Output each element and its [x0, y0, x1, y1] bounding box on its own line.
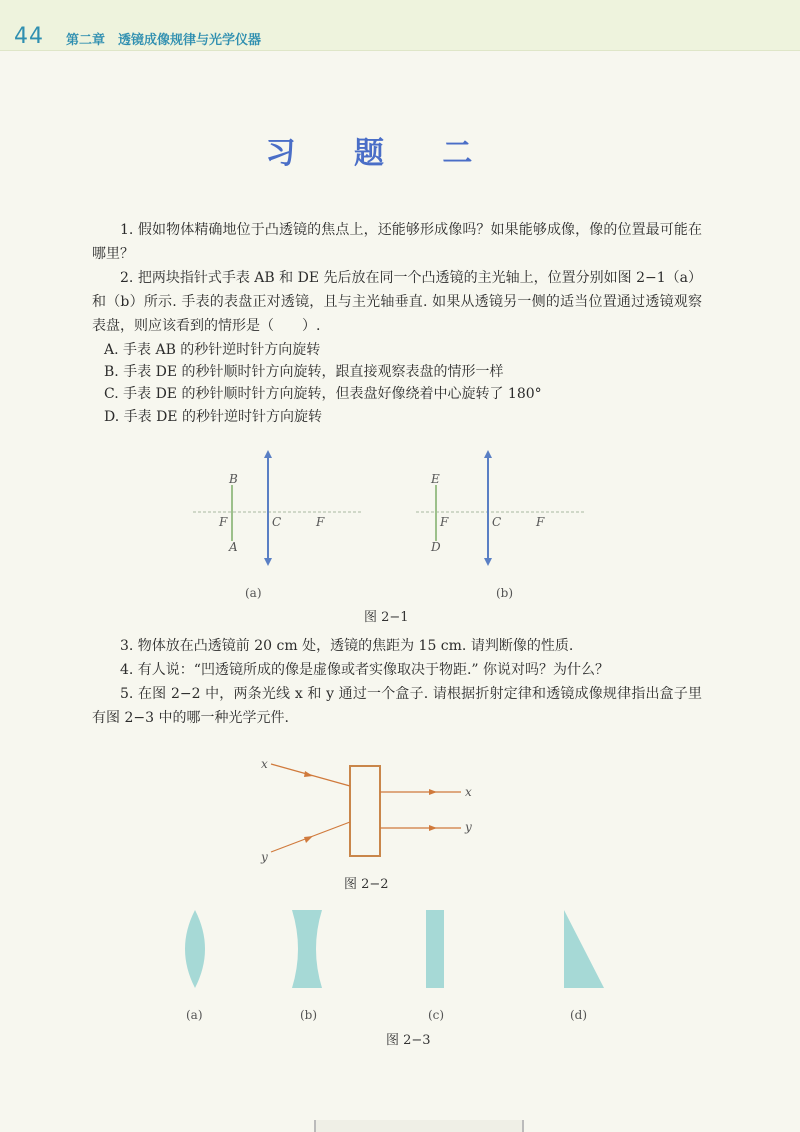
- element-label-d: (d): [570, 1008, 588, 1022]
- chapter-title: 第二章 透镜成像规律与光学仪器: [66, 33, 262, 48]
- label-f-right-b: F: [536, 515, 545, 529]
- figure-2-2-svg: [255, 752, 485, 872]
- figure-2-1-caption: 图 2−1: [364, 610, 409, 625]
- ray-x-in-arrow: [304, 771, 313, 777]
- figure-2-2-caption: 图 2−2: [344, 877, 389, 892]
- figure-2-3: [170, 906, 630, 992]
- panel-label-a: (a): [245, 586, 262, 600]
- label-f-left-b: F: [440, 515, 449, 529]
- ray-x-label-in: x: [261, 757, 268, 771]
- figure-2-1: [188, 448, 608, 608]
- ray-y-in-arrow: [304, 836, 313, 843]
- black-box: [350, 766, 380, 856]
- ray-x-label-out: x: [465, 785, 472, 799]
- label-b: B: [229, 472, 238, 486]
- element-label-a: (a): [186, 1008, 203, 1022]
- question-2: 2. 把两块指针式手表 AB 和 DE 先后放在同一个凸透镜的主光轴上，位置分别如图 2−1（a）和（b）所示. 手表的表盘正对透镜，且与主光轴垂直. 如果从透镜另一侧的适当位置通过透镜观察表盘，则应该看到的情形是（ ）.: [92, 270, 702, 334]
- label-f-left-a: F: [219, 515, 228, 529]
- prism-element: [564, 910, 604, 988]
- ray-y-out-arrow: [429, 825, 437, 831]
- exercise-title: 习 题 二: [265, 136, 497, 171]
- page-number: 44: [14, 24, 44, 49]
- label-d: D: [431, 540, 441, 554]
- glass-slab-element: [426, 910, 444, 988]
- question-1: 1. 假如物体精确地位于凸透镜的焦点上，还能够形成像吗？如果能够成像，像的位置最可能在哪里？: [92, 222, 702, 262]
- ray-x-out-arrow: [429, 789, 437, 795]
- label-a: A: [229, 540, 238, 554]
- lens-arrow-up-a: [264, 450, 272, 458]
- question-4: 4. 有人说：“凹透镜所成的像是虚像或者实像取决于物距.” 你说对吗？为什么？: [120, 662, 610, 678]
- ray-y-label-in: y: [261, 850, 268, 864]
- element-label-b: (b): [300, 1008, 318, 1022]
- question-5: 5. 在图 2−2 中，两条光线 x 和 y 通过一个盒子. 请根据折射定律和透镜成像规律指出盒子里有图 2−3 中的哪一种光学元件.: [92, 686, 702, 726]
- label-c-b: C: [492, 515, 502, 529]
- label-f-right-a: F: [316, 515, 325, 529]
- panel-label-b: (b): [496, 586, 514, 600]
- footer-bar: [314, 1120, 524, 1132]
- ray-y-label-out: y: [465, 820, 472, 834]
- option-d: D. 手表 DE 的秒针逆时针方向旋转: [104, 409, 322, 425]
- figure-2-3-svg: [170, 906, 630, 992]
- convex-lens-element: [185, 910, 205, 988]
- question-3: 3. 物体放在凸透镜前 20 cm 处，透镜的焦距为 15 cm. 请判断像的性质.: [120, 638, 574, 654]
- label-e: E: [431, 472, 440, 486]
- option-c: C. 手表 DE 的秒针顺时针方向旋转，但表盘好像绕着中心旋转了 180°: [104, 386, 542, 402]
- lens-arrow-down-b: [484, 558, 492, 566]
- element-label-c: (c): [428, 1008, 445, 1022]
- figure-2-3-caption: 图 2−3: [386, 1033, 431, 1048]
- figure-2-1-svg: [188, 448, 608, 608]
- option-b: B. 手表 DE 的秒针顺时针方向旋转，跟直接观察表盘的情形一样: [104, 364, 504, 380]
- option-a: A. 手表 AB 的秒针逆时针方向旋转: [104, 342, 321, 358]
- lens-arrow-up-b: [484, 450, 492, 458]
- figure-2-2: [255, 752, 485, 872]
- concave-lens-element: [292, 910, 322, 988]
- label-c-a: C: [272, 515, 282, 529]
- lens-arrow-down-a: [264, 558, 272, 566]
